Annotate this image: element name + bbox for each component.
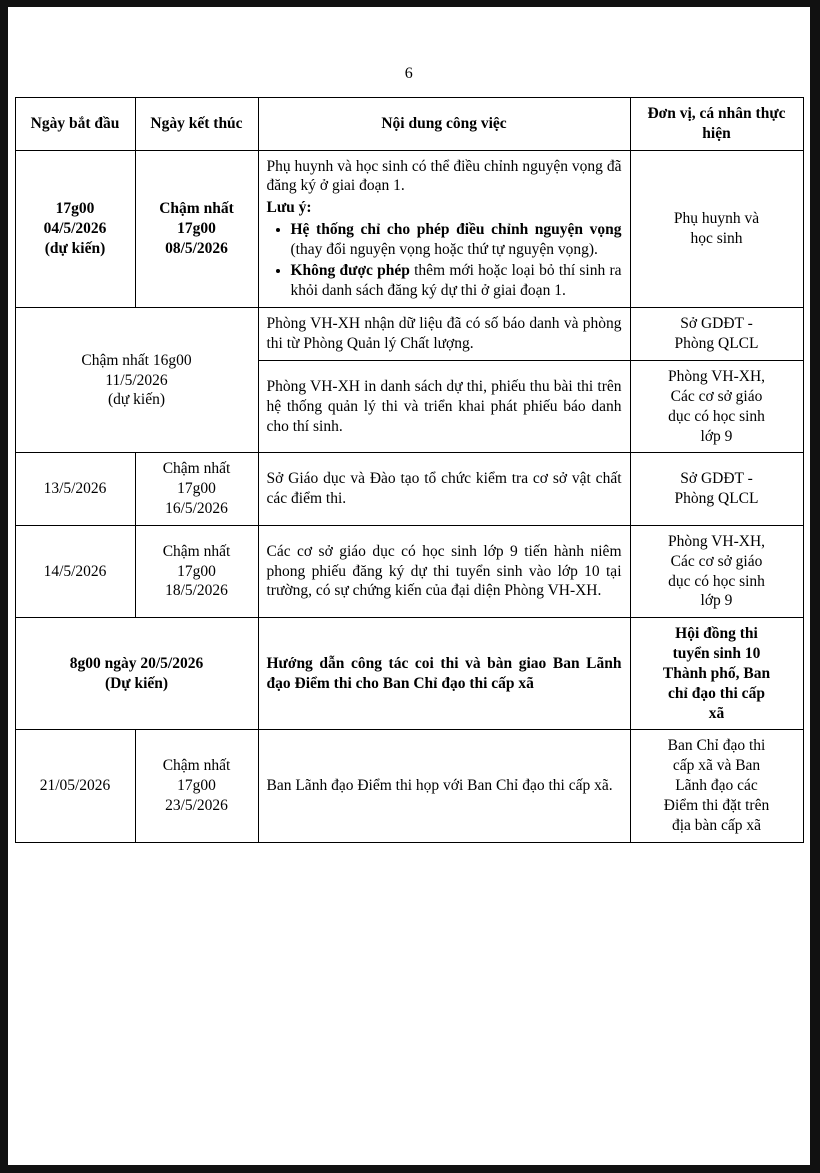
cell-task: Phòng VH-XH in danh sách dự thi, phiếu thu bài thi trên hệ thống quản lý thi và triển khai phát phiếu báo danh cho thí sinh. — [258, 361, 630, 453]
unit-line: dục có học sinh — [668, 572, 765, 590]
scan-edge-bottom — [0, 1165, 820, 1173]
start-date-line: 04/5/2026 — [43, 220, 107, 238]
unit-line: dục có học sinh — [668, 407, 765, 425]
start-date-line: 17g00 — [55, 200, 95, 218]
page-number: 6 — [404, 65, 414, 82]
unit-line: Phòng QLCL — [674, 335, 759, 353]
table-row — [15, 150, 803, 308]
cell-unit — [630, 308, 803, 361]
unit-line: lớp 9 — [700, 427, 733, 445]
end-date-line: 17g00 — [177, 777, 216, 795]
column-header-unit: Đơn vị, cá nhân thực hiện — [630, 98, 803, 151]
unit-line: Thành phố, Ban — [662, 664, 771, 682]
cell-start-date — [15, 730, 135, 842]
unit-line: Lãnh đạo các — [675, 777, 758, 795]
start-date-line: 21/05/2026 — [39, 777, 111, 795]
unit-line: học sinh — [690, 230, 743, 248]
note-rest-text: (thay đổi nguyện vọng hoặc thứ tự nguyện vọng). — [290, 240, 598, 258]
start-date-line: 13/5/2026 — [43, 480, 107, 498]
cell-unit — [630, 361, 803, 453]
scan-edge-right — [810, 0, 820, 1173]
cell-task — [258, 150, 630, 308]
note-bold-text: Không được phép — [290, 261, 410, 279]
cell-end-date — [135, 525, 258, 617]
task-note-list — [267, 220, 622, 300]
unit-line: chỉ đạo thi cấp — [668, 684, 765, 702]
cell-task: Sở Giáo dục và Đào tạo tổ chức kiểm tra cơ sở vật chất các điểm thi. — [258, 453, 630, 525]
table-row — [15, 453, 803, 525]
cell-start-date — [15, 525, 135, 617]
unit-line: Sở GDĐT - — [680, 470, 753, 488]
start-date-line: (dự kiến) — [44, 239, 106, 257]
start-date-line: 14/5/2026 — [43, 562, 107, 580]
start-date-line: (Dự kiến) — [104, 674, 169, 692]
table-header-row — [15, 98, 803, 151]
note-rest-text: thêm mới hoặc loại bỏ thí sinh ra khỏi danh sách đăng ký dự thi ở giai đoạn 1. — [290, 261, 622, 299]
start-date-line: 8g00 ngày 20/5/2026 — [69, 654, 204, 672]
unit-line: Các cơ sở giáo — [670, 387, 763, 405]
unit-line: cấp xã và Ban — [672, 757, 761, 775]
cell-unit — [630, 525, 803, 617]
table-header — [15, 98, 803, 151]
end-date-line: Chậm nhất — [159, 200, 234, 218]
cell-end-date — [135, 730, 258, 842]
unit-line: Ban Chỉ đạo thi — [667, 737, 766, 755]
column-header-start-date: Ngày bắt đầu — [15, 98, 135, 151]
unit-line: Phòng QLCL — [674, 490, 759, 508]
scan-edge-left — [0, 0, 8, 1173]
table-row — [15, 525, 803, 617]
table-row — [15, 308, 803, 361]
scan-edge-top — [0, 0, 820, 7]
note-bold-text: Hệ thống chỉ cho phép điều chỉnh nguyện vọng — [290, 221, 622, 239]
end-date-line: 16/5/2026 — [165, 500, 228, 518]
cell-unit — [630, 453, 803, 525]
task-note-label: Lưu ý: — [266, 199, 312, 217]
column-header-end-date: Ngày kết thúc — [135, 98, 258, 151]
unit-line: địa bàn cấp xã — [671, 816, 762, 834]
cell-end-date — [135, 150, 258, 308]
end-date-line: Chậm nhất — [162, 542, 231, 560]
cell-start-end-merged — [15, 308, 258, 453]
unit-line: xã — [708, 704, 725, 722]
start-date-line: 11/5/2026 — [105, 371, 168, 389]
unit-line: Điểm thi đặt trên — [663, 796, 770, 814]
unit-line: Hội đồng thi — [675, 625, 758, 643]
end-date-line: 17g00 — [177, 562, 216, 580]
start-date-line: (dự kiến) — [107, 391, 166, 409]
cell-start-date — [15, 453, 135, 525]
unit-line: Sở GDĐT - — [680, 315, 753, 333]
unit-line: tuyển sinh 10 — [672, 645, 761, 663]
end-date-line: 17g00 — [177, 220, 216, 238]
cell-unit — [630, 730, 803, 842]
cell-start-end-merged — [15, 618, 258, 730]
unit-line: Phòng VH-XH, — [667, 368, 766, 386]
table-row — [15, 730, 803, 842]
cell-task: Các cơ sở giáo dục có học sinh lớp 9 tiến hành niêm phong phiếu đăng ký dự thi tuyển sinh vào lớp 10 tại trường, có sự chứng kiến của đại diện Phòng VH-XH. — [258, 525, 630, 617]
start-date-line: Chậm nhất 16g00 — [81, 351, 192, 369]
cell-end-date — [135, 453, 258, 525]
unit-line: Phụ huynh và — [673, 210, 760, 228]
table-body — [15, 150, 803, 842]
cell-start-date — [15, 150, 135, 308]
unit-line: Các cơ sở giáo — [670, 552, 763, 570]
end-date-line: 17g00 — [177, 480, 216, 498]
end-date-line: Chậm nhất — [162, 460, 231, 478]
table-row — [15, 618, 803, 730]
list-item — [291, 220, 622, 260]
cell-task: Ban Lãnh đạo Điểm thi họp với Ban Chỉ đạo thi cấp xã. — [258, 730, 630, 842]
end-date-line: 23/5/2026 — [165, 796, 228, 814]
cell-task: Hướng dẫn công tác coi thi và bàn giao Ban Lãnh đạo Điểm thi cho Ban Chỉ đạo thi cấp xã — [258, 618, 630, 730]
cell-task: Phòng VH-XH nhận dữ liệu đã có số báo danh và phòng thi từ Phòng Quản lý Chất lượng. — [258, 308, 630, 361]
end-date-line: 18/5/2026 — [165, 582, 228, 600]
cell-unit — [630, 618, 803, 730]
column-header-task: Nội dung công việc — [258, 98, 630, 151]
page-content — [8, 7, 810, 1165]
schedule-table — [15, 97, 804, 843]
cell-unit — [630, 150, 803, 308]
end-date-line: Chậm nhất — [162, 757, 231, 775]
end-date-line: 08/5/2026 — [165, 239, 228, 257]
list-item — [291, 261, 622, 301]
task-lead-text: Phụ huynh và học sinh có thể điều chỉnh nguyện vọng đã đăng ký ở giai đoạn 1. — [266, 157, 622, 195]
unit-line: lớp 9 — [700, 592, 733, 610]
unit-line: Phòng VH-XH, — [667, 532, 766, 550]
